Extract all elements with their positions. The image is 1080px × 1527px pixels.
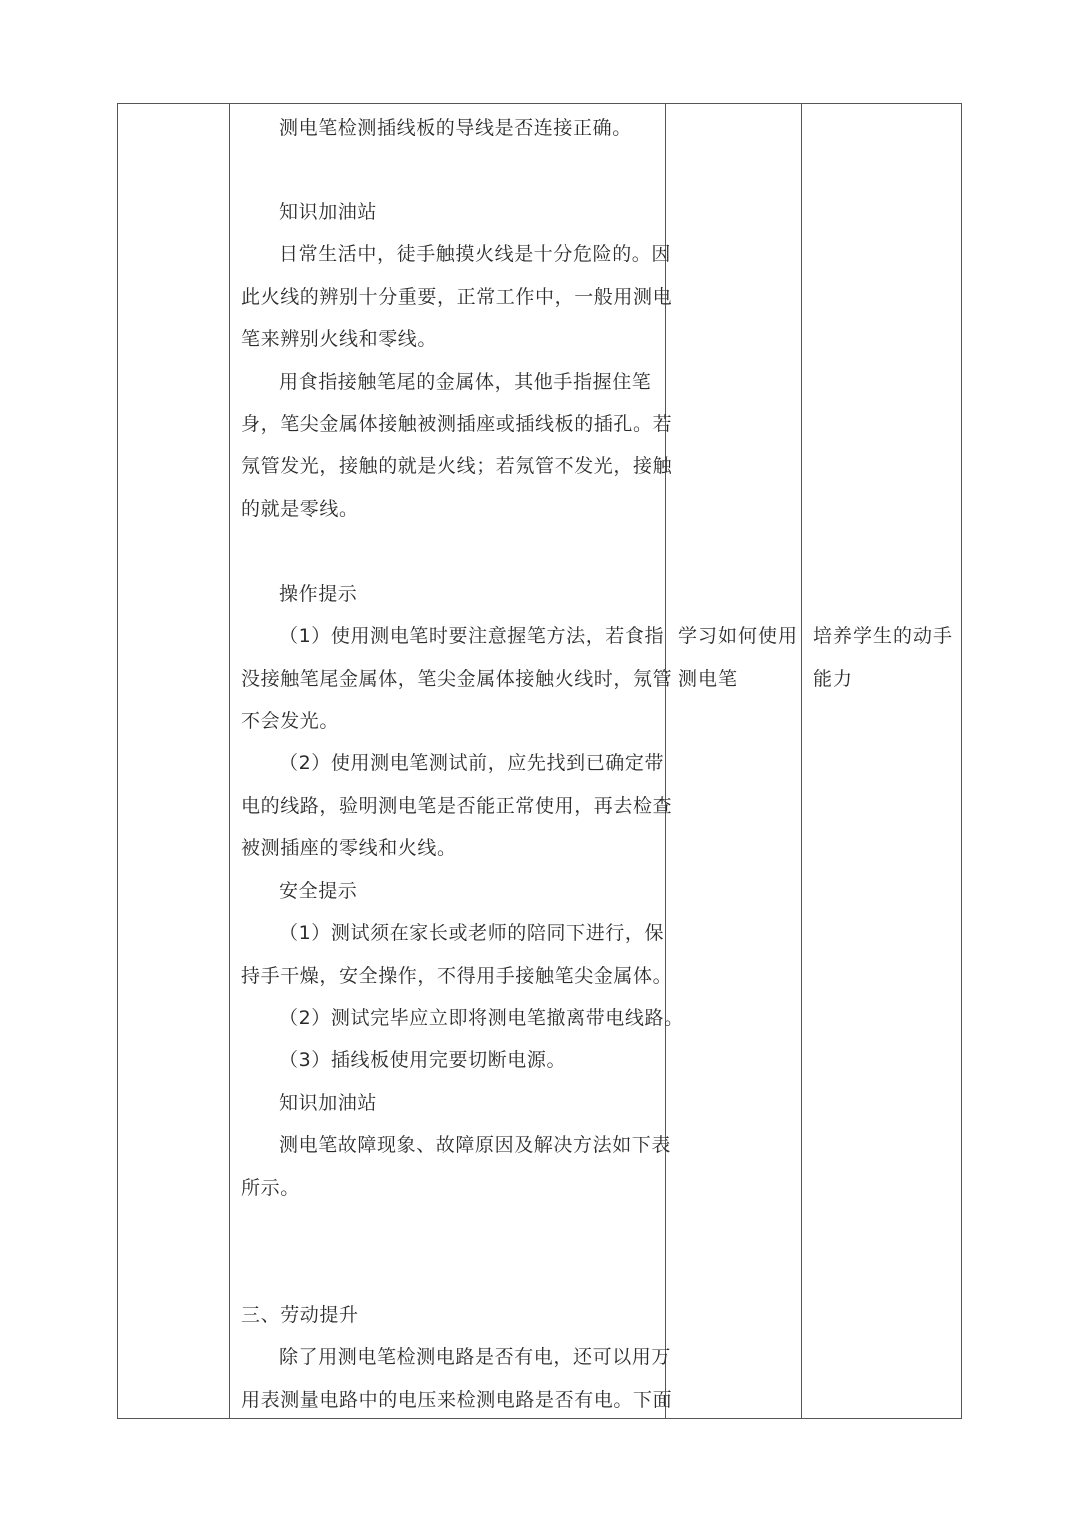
paragraph-line: 除了用测电笔检测电路是否有电，还可以用万 bbox=[279, 1346, 672, 1368]
paragraph-line: 氖管发光，接触的就是火线；若氖管不发光，接触 bbox=[241, 455, 673, 477]
paragraph-line: 用食指接触笔尾的金属体，其他手指握住笔 bbox=[279, 371, 652, 393]
paragraph-line: 没接触笔尾金属体，笔尖金属体接触火线时，氖管 bbox=[241, 668, 673, 690]
section-heading: 知识加油站 bbox=[279, 201, 378, 223]
paragraph-line: 所示。 bbox=[241, 1177, 300, 1199]
paragraph-line: 日常生活中，徒手触摸火线是十分危险的。因 bbox=[279, 243, 672, 265]
paragraph-line: 测电笔检测插线板的导线是否连接正确。 bbox=[279, 117, 632, 139]
column-divider bbox=[229, 104, 230, 1418]
paragraph-line: 笔来辨别火线和零线。 bbox=[241, 328, 438, 350]
paragraph-line: 此火线的辨别十分重要，正常工作中，一般用测电 bbox=[241, 286, 673, 308]
paragraph-line: （2）使用测电笔测试前，应先找到已确定带 bbox=[279, 752, 665, 774]
section-heading: 三、劳动提升 bbox=[241, 1304, 359, 1326]
paragraph-line: 被测插座的零线和火线。 bbox=[241, 837, 457, 859]
intent-line: 培养学生的动手 bbox=[813, 625, 954, 647]
lesson-table bbox=[117, 103, 962, 1419]
paragraph-line: 不会发光。 bbox=[241, 710, 340, 732]
paragraph-line: 电的线路，验明测电笔是否能正常使用，再去检查 bbox=[241, 795, 673, 817]
paragraph-line: （1）使用测电笔时要注意握笔方法，若食指 bbox=[279, 625, 665, 647]
paragraph-line: 的就是零线。 bbox=[241, 498, 359, 520]
section-heading: 安全提示 bbox=[279, 880, 358, 902]
objective-line: 测电笔 bbox=[678, 668, 739, 690]
section-heading: 操作提示 bbox=[279, 583, 358, 605]
paragraph-line: 身，笔尖金属体接触被测插座或插线板的插孔。若 bbox=[241, 413, 673, 435]
section-heading: 知识加油站 bbox=[279, 1092, 378, 1114]
objective-line: 学习如何使用 bbox=[678, 625, 799, 647]
paragraph-line: （2）测试完毕应立即将测电笔撤离带电线路。 bbox=[279, 1007, 684, 1029]
paragraph-line: 持手干燥，安全操作，不得用手接触笔尖金属体。 bbox=[241, 965, 673, 987]
paragraph-line: （1）测试须在家长或老师的陪同下进行，保 bbox=[279, 922, 665, 944]
intent-line: 能力 bbox=[813, 668, 854, 690]
paragraph-line: （3）插线板使用完要切断电源。 bbox=[279, 1049, 567, 1071]
paragraph-line: 用表测量电路中的电压来检测电路是否有电。下面 bbox=[241, 1389, 673, 1411]
column-divider bbox=[801, 104, 802, 1418]
paragraph-line: 测电笔故障现象、故障原因及解决方法如下表 bbox=[279, 1134, 672, 1156]
